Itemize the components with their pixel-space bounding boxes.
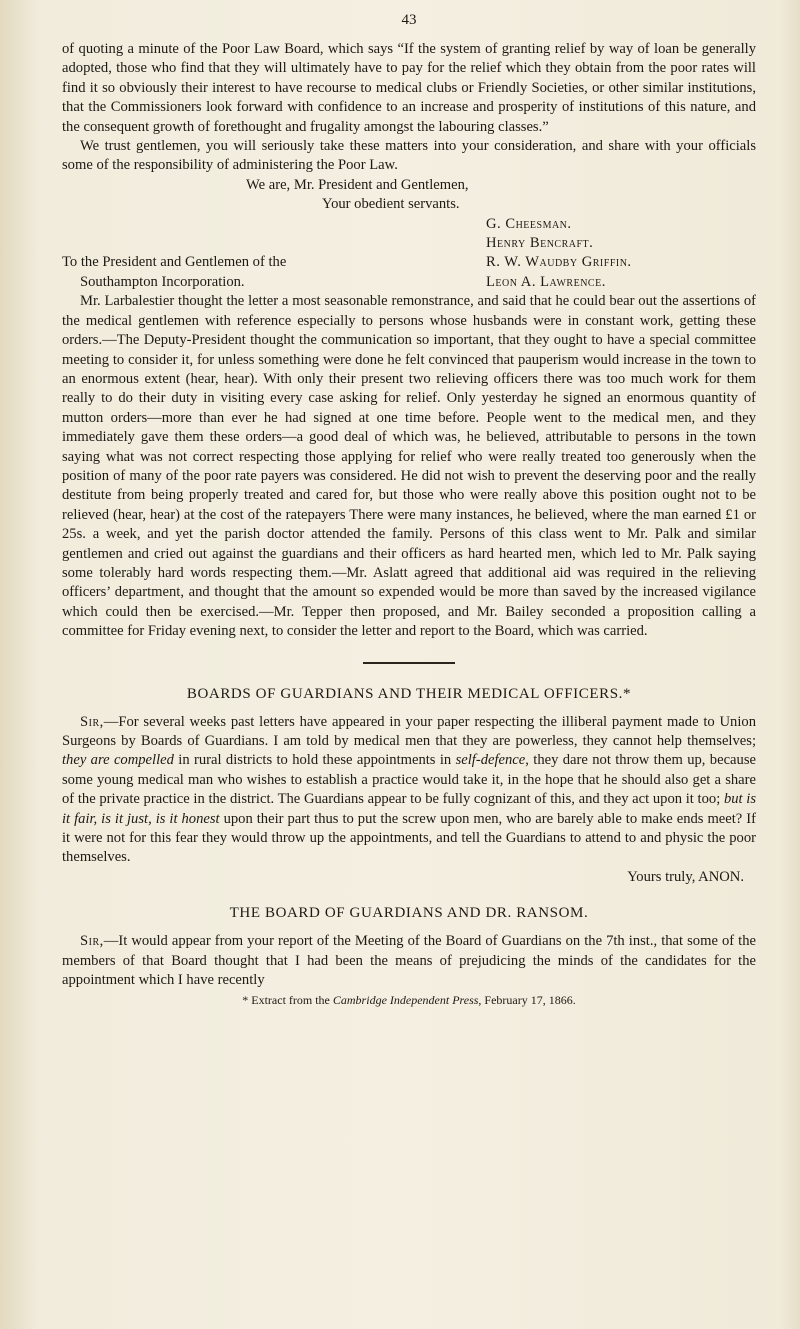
letter3-text: —It would appear from your report of the Meeting of the Board of Guardians on the 7th inst., that some of the members of that Board thought that I had been the means of prejudicing the minds of the candidates for the appointment which I have recently bbox=[62, 933, 756, 989]
signatory-name: R. W. Waudby Griffin. bbox=[486, 254, 632, 271]
letter1-closing-line1: We are, Mr. President and Gentlemen, bbox=[246, 176, 469, 193]
page-number: 43 bbox=[401, 12, 417, 28]
page-content bbox=[62, 0, 756, 1008]
footnote-suffix: , February 17, 1866. bbox=[478, 993, 576, 1008]
letter2-salutation: Sir, bbox=[80, 713, 104, 730]
signature-row-1 bbox=[62, 215, 756, 234]
letter2-heading: BOARDS OF GUARDIANS AND THEIR MEDICAL OFFICERS.* bbox=[186, 685, 632, 702]
letter2-emphasis-a: they are compelled bbox=[62, 752, 174, 769]
letter1-paragraph-trust: We trust gentlemen, you will seriously take these matters into your consideration, and share with your officials some of the responsibility of administering the Poor Law. bbox=[62, 138, 756, 174]
letter1-closing-line2: Your obedient servants. bbox=[322, 196, 460, 213]
letter3-salutation: Sir, bbox=[80, 933, 104, 950]
letter2-text-b: in rural districts to hold these appointments in bbox=[173, 752, 456, 769]
letter2-emphasis-c: but is it fair, is it just, is it honest bbox=[62, 791, 757, 827]
letter2-paragraph bbox=[62, 713, 756, 868]
signatory-name: Leon A. Lawrence. bbox=[486, 273, 606, 290]
letter2-text-d: upon their part thus to put the screw upon men, who are barely able to make ends meet? If it were not for this fear they would throw up the appointments, and tell the Guardians to attend to and physic the poor themselves. bbox=[62, 810, 756, 866]
signature-row-4 bbox=[62, 273, 756, 292]
signatory-name: Henry Bencraft. bbox=[486, 235, 594, 252]
letter2-signature: Yours truly, ANON. bbox=[627, 868, 744, 885]
meeting-report-paragraph: Mr. Larbalestier thought the letter a most seasonable remonstrance, and said that he could bear out the assertions of the medical gentlemen with reference especially to persons whose husbands were in constant work, getting these orders.—The Deputy-President thought the communication so important, that they ought to have a special committee meeting to consider it, for unless something were done he felt convinced that pauperism would increase in the town to an enormous extent (hear, hear). With only their present two relieving officers there was too much work for them really to do their duty in visiting every case asking for relief. Only yesterday he signed an enormous quantity of mutton orders—more than ever he had signed at one time before. People went to the medical men, and they immediately gave them these orders—a good deal of which was, he believed, attributable to persons in the town saying what was not correct respecting those applying for relief who were really treated too generously when the position of many of the poor rate payers was considered. He did not wish to prevent the deserving poor and the really destitute from being properly treated and cared for, but those who were really above this position ought not to be relieved (hear, hear) at the cost of the ratepayers There were many instances, he believed, where the man earned £1 or 25s. a week, and yet the parish doctor attended the family. Persons of this class went to Mr. Palk and similar gentlemen and cried out against the guardians and their officers as hard hearted men, which led to Mr. Palk saying some tolerably hard words respecting them.—Mr. Aslatt agreed that additional aid was required in the relieving officers’ department, and thought that the amount so expended would be more than saved by the increased vigilance which could then be exercised.—Mr. Tepper then proposed, and Mr. Bailey seconded a proposition calling a committee for Friday evening next, to consider the letter and report to the Board, which was carried. bbox=[62, 293, 756, 640]
letter2-text-a: —For several weeks past letters have appeared in your paper respecting the illiberal payment made to Union Surgeons by Boards of Guardians. I am told by medical men that they are powerless, they cannot help themselves; bbox=[62, 713, 756, 749]
section-divider bbox=[363, 662, 455, 664]
letter3-heading: THE BOARD OF GUARDIANS AND DR. RANSOM. bbox=[229, 905, 589, 922]
letter1-paragraph-quote: of quoting a minute of the Poor Law Board, which says “If the system of granting relief by way of loan be generally adopted, those who find that they will ultimately have to pay for the relief which they obtain from the poor rates will find it so obviously their interest to have recourse to medical clubs or Friendly Societies, or other similar institutions, that the Commissioners look forward with confidence to an increase and prosperity of institutions of this nature, and the consequent growth of forethought and frugality amongst the labouring classes.” bbox=[62, 41, 756, 135]
signatory-name: G. Cheesman. bbox=[486, 215, 572, 232]
footnote bbox=[62, 992, 756, 1008]
signature-row-2 bbox=[62, 234, 756, 253]
footnote-prefix: * Extract from the bbox=[242, 993, 333, 1008]
signature-row-3 bbox=[62, 253, 756, 272]
letter2-text-c: , they dare not throw them up, because some young medical man who wishes to establish a practice would take it, in the hope that he should also get a share of the private practice in the district. The Guardians appear to be fully cognizant of this, and they act upon it too; bbox=[62, 752, 756, 808]
letter1-signoff bbox=[62, 176, 756, 292]
letter3-paragraph bbox=[62, 932, 756, 990]
addressee-line2: Southampton Incorporation. bbox=[80, 273, 245, 290]
footnote-source: Cambridge Independent Press bbox=[332, 993, 479, 1008]
letter2-emphasis-b: self-defence bbox=[455, 752, 526, 769]
addressee-line1: To the President and Gentlemen of the bbox=[62, 254, 287, 271]
